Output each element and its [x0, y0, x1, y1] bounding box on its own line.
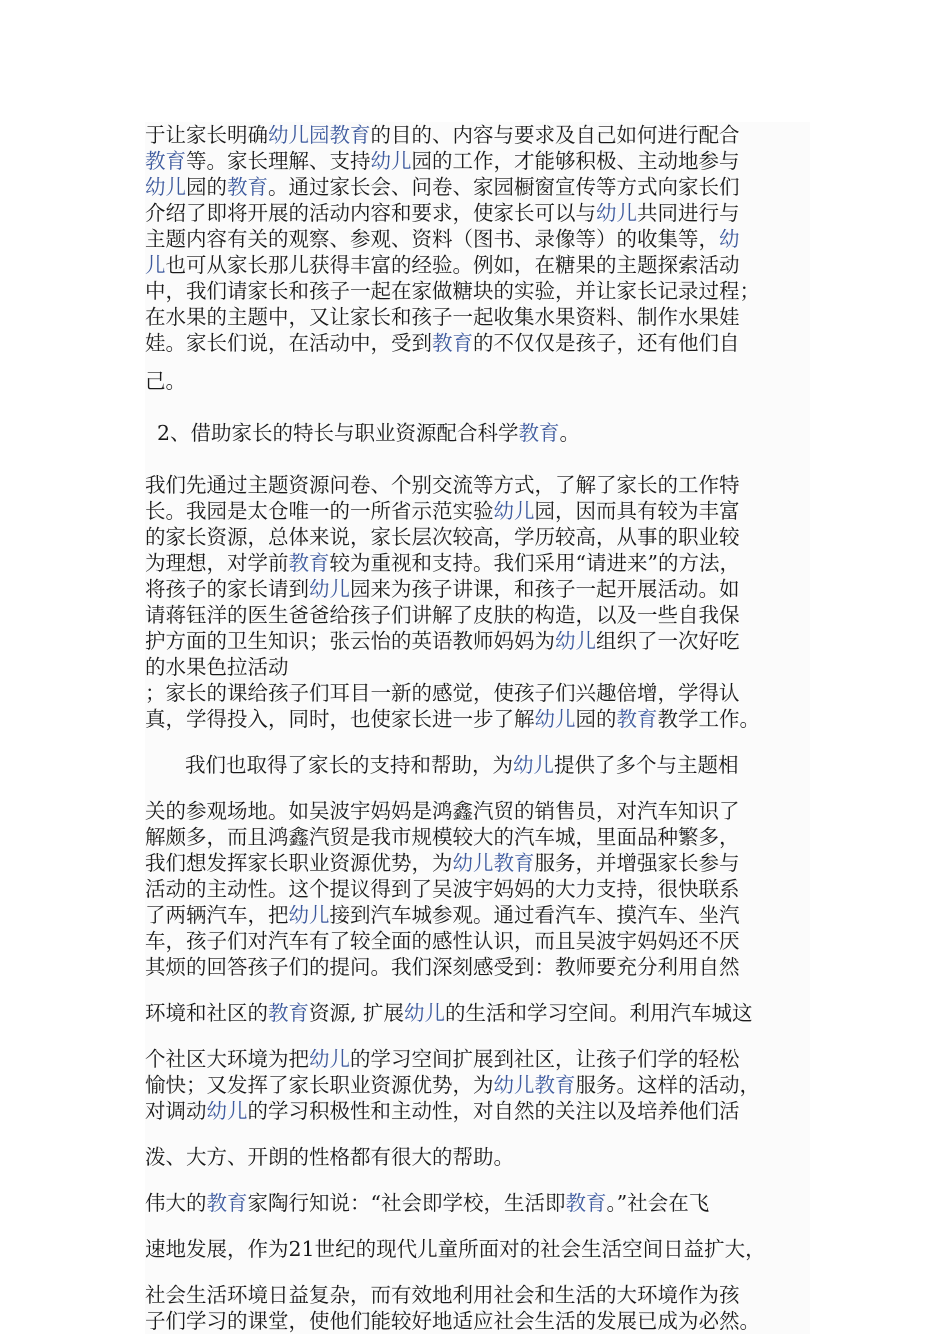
- text-segment: 子们学习的课堂，使他们能较好地适应社会生活的发展已成为必然。: [145, 1309, 760, 1333]
- keyword-link[interactable]: 教育: [329, 123, 371, 147]
- text-line: [145, 304, 810, 330]
- text-segment: 的水果色拉活动: [145, 655, 289, 679]
- text-line: [145, 1236, 810, 1262]
- keyword-link[interactable]: 教育: [288, 551, 330, 575]
- keyword-link[interactable]: 幼儿园: [268, 123, 330, 147]
- text-segment: 的学习空间扩展到社区，让孩子们学的轻松: [350, 1047, 740, 1071]
- text-segment: 组织了一次好吃: [596, 629, 740, 653]
- text-line: [145, 1098, 810, 1124]
- text-line: [145, 148, 810, 174]
- text-line: [145, 706, 810, 732]
- keyword-link[interactable]: 教育: [145, 149, 186, 173]
- text-segment: 我们先通过主题资源问卷、个别交流等方式，了解了家长的工作特: [145, 473, 740, 497]
- text-segment: 活动的主动性。这个提议得到了吴波宇妈妈的大力支持，很快联系: [145, 877, 740, 901]
- text-segment: 教学工作。: [657, 707, 760, 731]
- text-line: [145, 602, 810, 628]
- text-segment: 伟大的: [145, 1191, 207, 1215]
- keyword-link[interactable]: 幼儿: [145, 175, 186, 199]
- text-segment: 服务。这样的活动，: [575, 1073, 760, 1097]
- keyword-link[interactable]: 幼儿: [309, 1047, 350, 1071]
- text-segment: 家陶行知说：“社会即学校，生活即: [247, 1191, 566, 1215]
- keyword-link[interactable]: 幼: [719, 227, 740, 251]
- text-line: [145, 278, 810, 304]
- text-line: [145, 576, 810, 602]
- text-segment: 园来为孩子讲课，和孩子一起开展活动。如: [350, 577, 740, 601]
- text-segment: 我们想发挥家长职业资源优势，为: [145, 851, 453, 875]
- keyword-link[interactable]: 幼儿: [370, 149, 412, 173]
- text-segment: 娃。家长们说，在活动中，受到: [145, 331, 432, 355]
- keyword-link[interactable]: 教育: [518, 421, 560, 445]
- text-segment: 社会生活环境日益复杂，而有效地利用社会和生活的大环境作为孩: [145, 1283, 740, 1307]
- text-segment: 护方面的卫生知识；张云怡的英语教师妈妈为: [145, 629, 555, 653]
- text-line: [145, 122, 810, 148]
- text-segment: 我们也取得了家长的支持和帮助，为: [185, 753, 513, 777]
- text-segment: 为理想，对学前: [145, 551, 289, 575]
- text-segment: 提供了多个与主题相: [554, 753, 739, 777]
- text-segment: 于让家长明确: [145, 123, 268, 147]
- text-line: [145, 680, 810, 706]
- text-segment: 了两辆汽车，把: [145, 903, 289, 927]
- text-line: [145, 1282, 810, 1308]
- text-segment: 其烦的回答孩子们的提问。我们深刻感受到：教师要充分利用自然: [145, 955, 740, 979]
- text-segment: 的目的、内容与要求及自己如何进行配合: [370, 123, 740, 147]
- text-segment: 。”社会在飞: [606, 1191, 710, 1215]
- text-line: [145, 902, 810, 928]
- document-text-block: [145, 122, 810, 1334]
- text-segment: 将孩子的家长请到: [145, 577, 309, 601]
- text-line: [145, 524, 810, 550]
- text-segment: 介绍了即将开展的活动内容和要求，使家长可以与: [145, 201, 596, 225]
- text-segment: 对调动: [145, 1099, 207, 1123]
- keyword-link[interactable]: 教育: [432, 331, 473, 355]
- text-line: [145, 1046, 810, 1072]
- text-segment: 己。: [145, 369, 186, 393]
- text-line: [145, 850, 810, 876]
- text-segment: 的家长资源，总体来说，家长层次较高，学历较高，从事的职业较: [145, 525, 740, 549]
- text-segment: 长。我园是太仓唯一的一所省示范实验: [145, 499, 494, 523]
- keyword-link[interactable]: 幼儿: [493, 499, 535, 523]
- text-segment: 。通过家长会、问卷、家园橱窗宣传等方式向家长们: [268, 175, 740, 199]
- text-segment: 的不仅仅是孩子，还有他们自: [473, 331, 740, 355]
- text-segment: 真，学得投入，同时，也使家长进一步了解: [145, 707, 535, 731]
- text-segment: 也可从家长那儿获得丰富的经验。例如，在糖果的主题探索活动: [165, 253, 740, 277]
- text-line: [145, 550, 810, 576]
- text-line: [145, 1308, 810, 1334]
- text-line: [145, 226, 810, 252]
- text-line: [145, 200, 810, 226]
- text-segment: 在水果的主题中，又让家长和孩子一起收集水果资料、制作水果娃: [145, 305, 740, 329]
- text-line: [145, 330, 810, 356]
- text-segment: 较为重视和支持。我们采用“请进来”的方法，: [329, 551, 740, 575]
- keyword-link[interactable]: 幼儿: [596, 201, 637, 225]
- text-line: [145, 368, 810, 394]
- text-line: [145, 472, 810, 498]
- text-line: [145, 1144, 810, 1170]
- text-segment: 园的: [186, 175, 227, 199]
- keyword-link[interactable]: 教育: [227, 175, 268, 199]
- text-segment: 。: [559, 421, 581, 445]
- text-segment: 等。家长理解、支持: [186, 149, 371, 173]
- text-segment: 车，孩子们对汽车有了较全面的感性认识，而且吴波宇妈妈还不厌: [145, 929, 740, 953]
- text-line: [145, 1190, 810, 1216]
- text-segment: 园，因而具有较为丰富: [534, 499, 740, 523]
- text-segment: 2、借助家长的特长与职业资源配合科学: [157, 421, 519, 445]
- text-line: [145, 498, 810, 524]
- keyword-link[interactable]: 幼儿教育: [493, 1073, 576, 1097]
- keyword-link[interactable]: 幼儿: [288, 903, 330, 927]
- keyword-link[interactable]: 教育: [206, 1191, 248, 1215]
- text-segment: 接到汽车城参观。通过看汽车、摸汽车、坐汽: [329, 903, 740, 927]
- text-segment: 泼、大方、开朗的性格都有很大的帮助。: [145, 1145, 514, 1169]
- text-segment: 关的参观场地。如吴波宇妈妈是鸿鑫汽贸的销售员，对汽车知识了: [145, 799, 740, 823]
- text-segment: 请蒋钰洋的医生爸爸给孩子们讲解了皮肤的构造，以及一些自我保: [145, 603, 740, 627]
- text-line: [145, 798, 810, 824]
- text-segment: 资源, 扩展: [309, 1001, 405, 1025]
- keyword-link[interactable]: 幼儿: [309, 577, 350, 601]
- text-segment: 速地发展，作为21世纪的现代儿童所面对的社会生活空间日益扩大，: [145, 1237, 766, 1261]
- keyword-link[interactable]: 教育: [565, 1191, 607, 1215]
- text-line: [145, 628, 810, 654]
- text-segment: 共同进行与: [637, 201, 740, 225]
- keyword-link[interactable]: 幼儿: [206, 1099, 248, 1123]
- keyword-link[interactable]: 幼儿: [404, 1001, 446, 1025]
- keyword-link[interactable]: 教育: [616, 707, 658, 731]
- keyword-link[interactable]: 幼儿: [513, 753, 554, 777]
- text-segment: 园的: [575, 707, 617, 731]
- keyword-link[interactable]: 幼儿: [534, 707, 576, 731]
- text-segment: 解颇多，而且鸿鑫汽贸是我市规模较大的汽车城，里面品种繁多，: [145, 825, 740, 849]
- keyword-link[interactable]: 教育: [268, 1001, 309, 1025]
- text-segment: 中，我们请家长和孩子一起在家做糖块的实验，并让家长记录过程；: [145, 279, 760, 303]
- text-line: [145, 1000, 810, 1026]
- text-line: [145, 654, 810, 680]
- text-segment: ；家长的课给孩子们耳目一新的感觉，使孩子们兴趣倍增，学得认: [145, 681, 740, 705]
- text-segment: 愉快；又发挥了家长职业资源优势，为: [145, 1073, 494, 1097]
- section-heading: [145, 420, 810, 446]
- text-line: [145, 954, 810, 980]
- text-segment: 服务，并增强家长参与: [534, 851, 740, 875]
- text-segment: 园的工作，才能够积极、主动地参与: [411, 149, 740, 173]
- keyword-link[interactable]: 儿: [145, 253, 166, 277]
- text-line: [145, 752, 810, 778]
- keyword-link[interactable]: 幼儿: [555, 629, 596, 653]
- text-segment: 的学习积极性和主动性，对自然的关注以及培养他们活: [247, 1099, 740, 1123]
- text-segment: 个社区大环境为把: [145, 1047, 309, 1071]
- text-line: [145, 928, 810, 954]
- text-line: [145, 174, 810, 200]
- text-line: [145, 876, 810, 902]
- text-segment: 的生活和学习空间。利用汽车城这: [445, 1001, 753, 1025]
- text-line: [145, 824, 810, 850]
- text-segment: 环境和社区的: [145, 1001, 268, 1025]
- text-line: [145, 252, 810, 278]
- keyword-link[interactable]: 幼儿教育: [452, 851, 535, 875]
- text-line: [145, 1072, 810, 1098]
- text-segment: 主题内容有关的观察、参观、资料（图书、录像等）的收集等，: [145, 227, 719, 251]
